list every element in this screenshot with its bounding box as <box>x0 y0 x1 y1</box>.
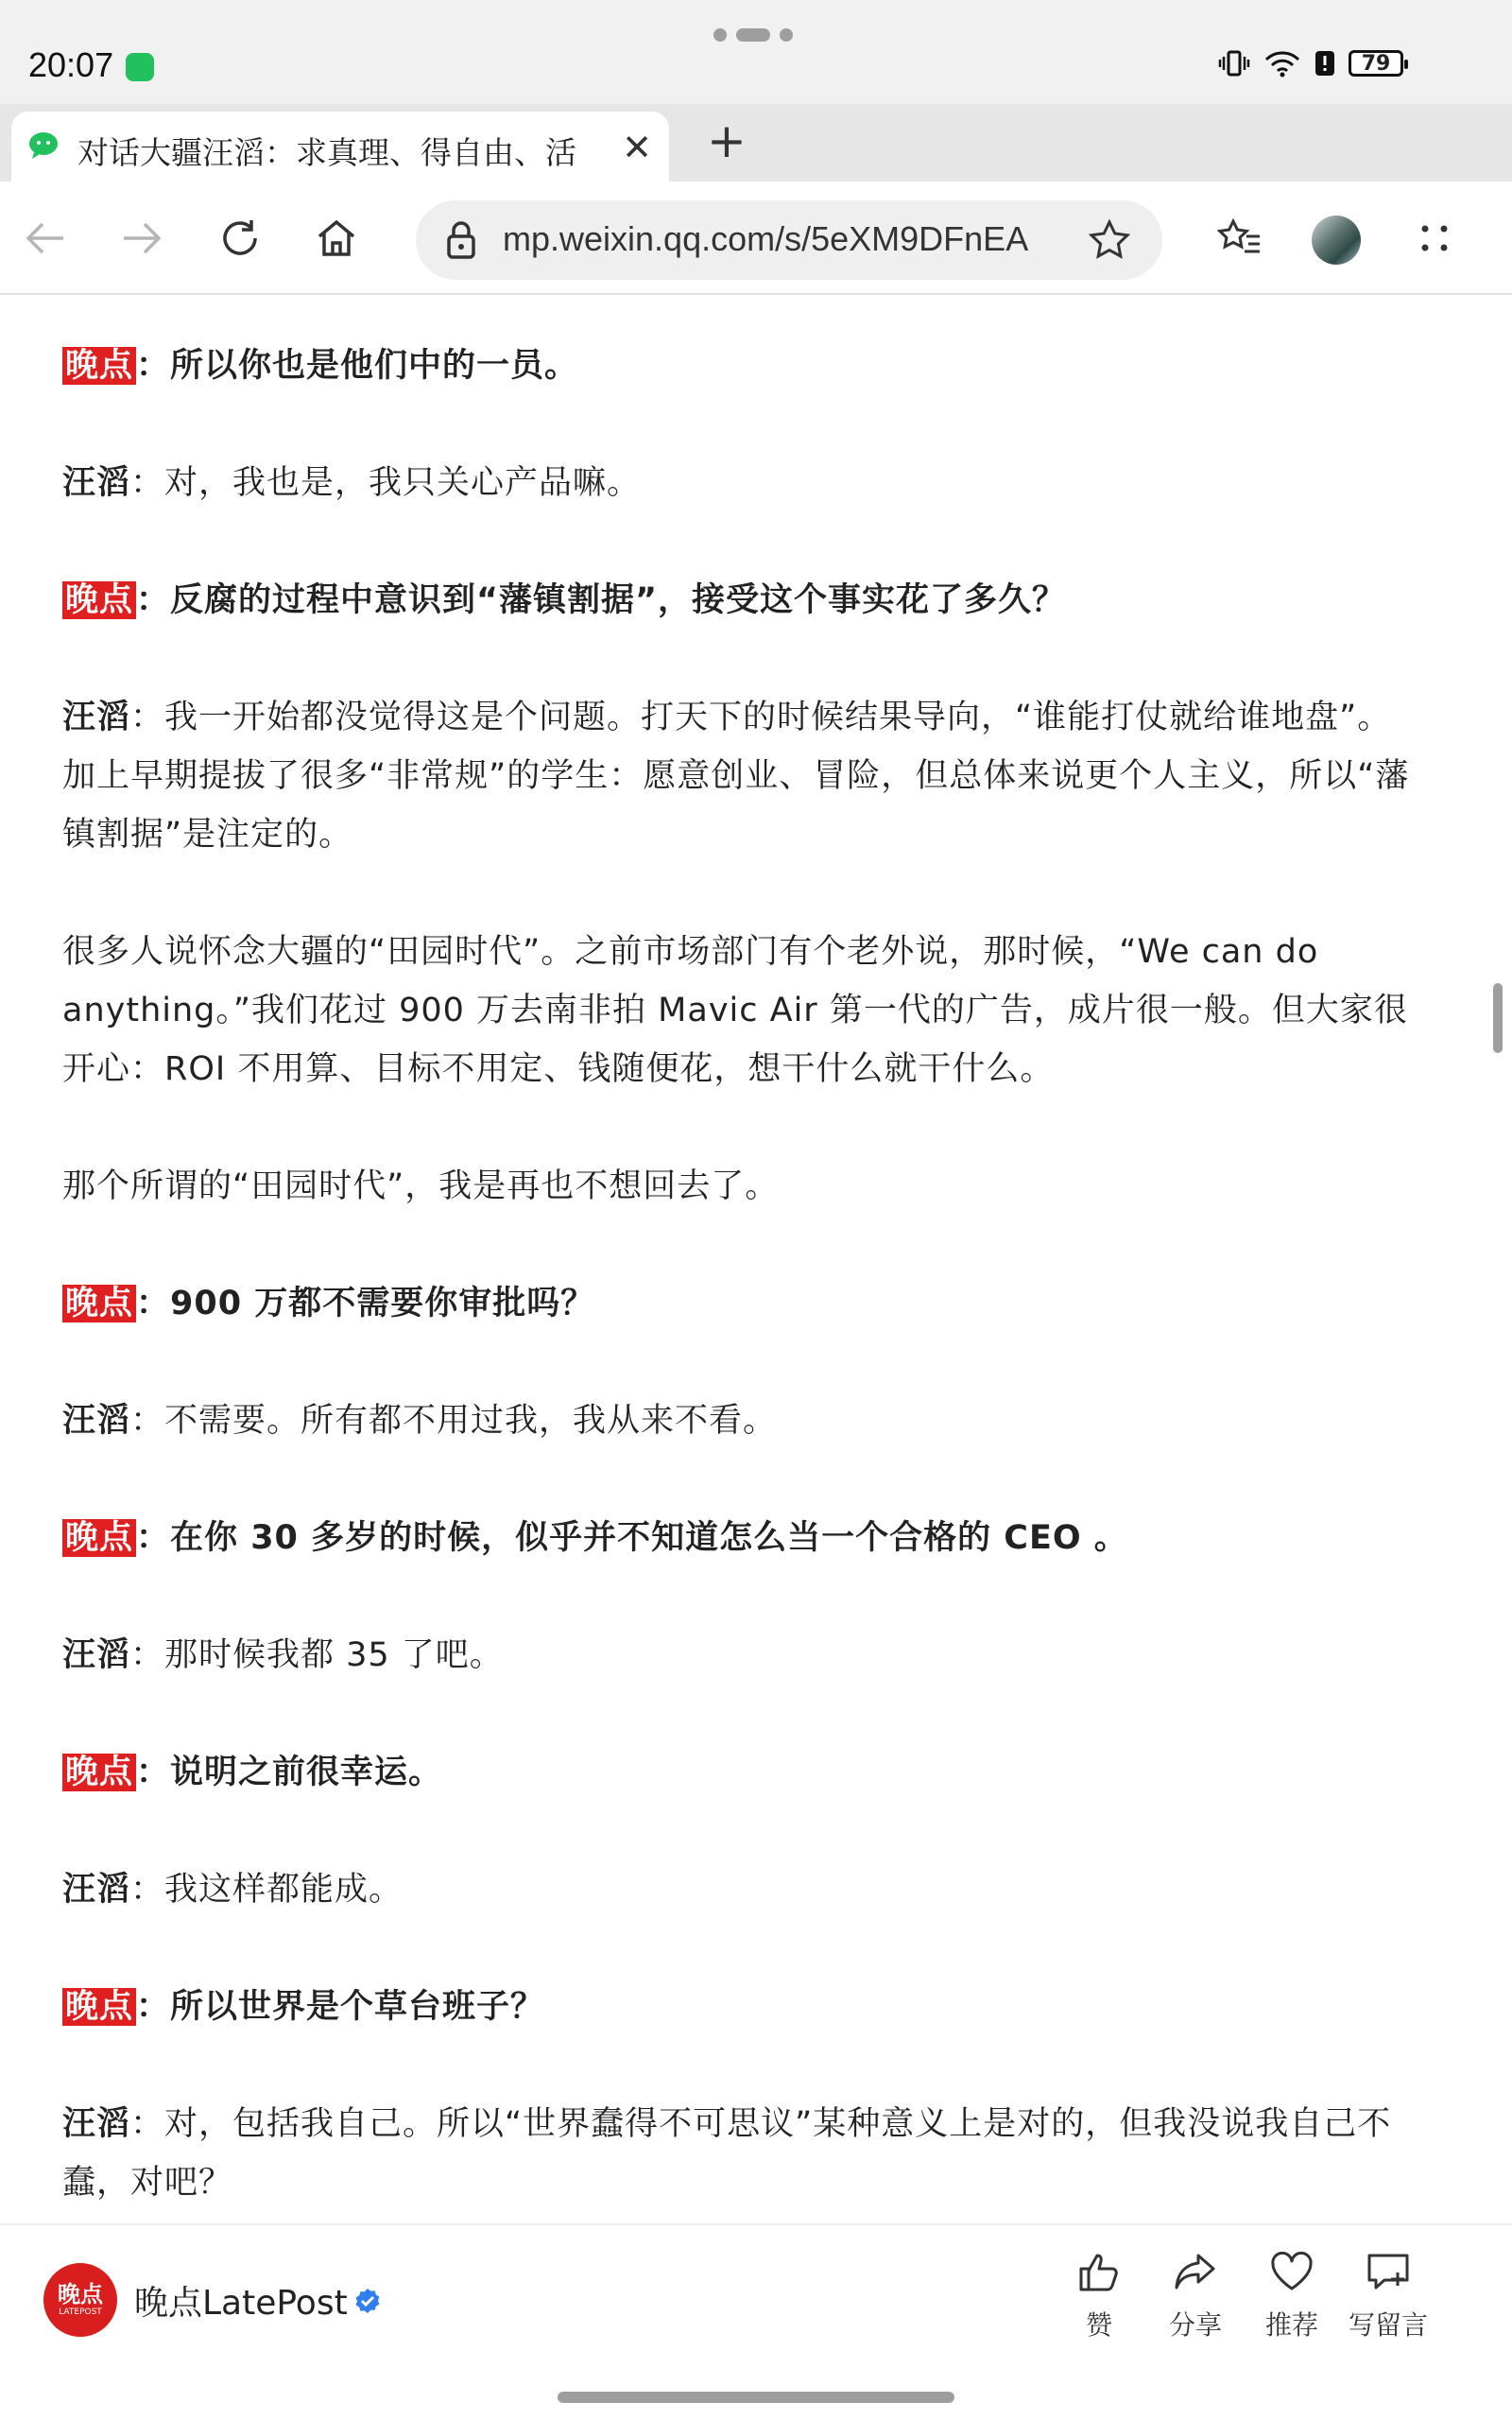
interviewer-tag: 晚点 <box>62 581 136 619</box>
lock-icon[interactable] <box>444 219 478 261</box>
bookmark-star-icon[interactable] <box>1087 217 1132 263</box>
comment-label: 写留言 <box>1348 2309 1428 2341</box>
back-button[interactable] <box>19 212 72 265</box>
article-bottom-bar <box>0 2223 1512 2420</box>
answer-text: ：我这样都能成。 <box>130 1871 404 1909</box>
answer-text: ：那时候我都 35 了吧。 <box>130 1636 504 1674</box>
speaker-name: 汪滔 <box>62 2105 131 2143</box>
like-button[interactable] <box>1047 2248 1151 2342</box>
recommend-label: 推荐 <box>1264 2309 1318 2341</box>
alert-icon <box>1314 50 1335 77</box>
account-logo[interactable] <box>43 2263 117 2337</box>
answer-paragraph <box>62 1626 1414 1685</box>
answer-text: ：我一开始都没觉得这是个问题。打天下的时候结果导向，“谁能打仗就给谁地盘”。加上早期提拔了很多“非常规”的学生：愿意创业、冒险，但总体来说更个人主义，所以“藩镇割据”是注定的。 <box>62 699 1410 854</box>
home-indicator[interactable] <box>558 2392 954 2403</box>
answer-paragraph <box>62 454 1414 512</box>
menu-button[interactable] <box>1408 212 1461 265</box>
account-name-link[interactable] <box>134 2276 382 2325</box>
wechat-notification-icon <box>126 53 154 81</box>
interviewer-tag: 晚点 <box>62 347 136 385</box>
arrow-right-icon <box>120 219 163 257</box>
interviewer-tag: 晚点 <box>62 1988 136 2026</box>
question-text: ：说明之前很幸运。 <box>136 1754 443 1791</box>
clock: 20:07 <box>28 45 114 84</box>
new-tab-button[interactable]: + <box>707 113 747 168</box>
vibrate-icon <box>1218 49 1250 78</box>
question-paragraph <box>62 337 1414 395</box>
answer-text: ：对，包括我自己。所以“世界蠢得不可思议”某种意义上是对的，但我没说我自己不蠢，对吧？ <box>62 2105 1392 2202</box>
question-text: ：所以你也是他们中的一员。 <box>136 347 579 385</box>
logo-subtext: LATEPOST <box>59 2308 102 2317</box>
comment-button[interactable] <box>1336 2248 1440 2342</box>
battery-indicator: 79 <box>1349 50 1403 77</box>
answer-paragraph <box>62 2095 1414 2212</box>
like-label: 赞 <box>1085 2309 1112 2341</box>
window-handle[interactable] <box>713 28 793 42</box>
tab-bar <box>0 104 1512 182</box>
tab-title: 对话大疆汪滔：求真理、得自由、活 <box>77 134 576 171</box>
logo-text: 晚点 <box>58 2281 103 2308</box>
browser-tab[interactable] <box>11 112 669 182</box>
status-bar <box>0 0 1512 104</box>
wifi-icon <box>1263 49 1301 78</box>
body-paragraph: 很多人说怀念大疆的“田园时代”。之前市场部门有个老外说，那时候，“We can do anything。”我们花过 900 万去南非拍 Mavic Air 第一代的广告，成片很一般。但大家很开心：ROI 不用算、目标不用定、钱随便花，想干什么就干什么。 <box>62 933 1408 1088</box>
interviewer-tag: 晚点 <box>62 1285 136 1322</box>
share-arrow-icon <box>1172 2248 1219 2295</box>
speaker-name: 汪滔 <box>62 464 131 502</box>
question-paragraph <box>62 1274 1414 1333</box>
status-icons <box>1218 49 1403 78</box>
profile-avatar[interactable] <box>1312 216 1361 265</box>
article-content <box>62 295 1414 2212</box>
thumbs-up-icon <box>1075 2248 1123 2295</box>
home-icon <box>314 216 359 261</box>
share-label: 分享 <box>1168 2309 1222 2341</box>
arrow-left-icon <box>24 219 67 257</box>
more-dots-icon <box>1416 219 1453 257</box>
heart-icon <box>1268 2248 1315 2295</box>
question-text: ：所以世界是个草台班子？ <box>136 1988 545 2026</box>
answer-text: ：不需要。所有都不用过我，我从来不看。 <box>130 1402 778 1440</box>
question-paragraph <box>62 571 1414 630</box>
question-text: ：在你 30 多岁的时候，似乎并不知道怎么当一个合格的 CEO 。 <box>136 1519 1128 1557</box>
close-tab-button[interactable]: ✕ <box>622 127 652 168</box>
home-button[interactable] <box>310 212 363 265</box>
question-paragraph <box>62 1978 1414 2036</box>
browser-toolbar <box>0 182 1512 295</box>
scrollbar-thumb[interactable] <box>1493 983 1503 1053</box>
answer-paragraph <box>62 1392 1414 1450</box>
reload-button[interactable] <box>214 212 266 265</box>
favorites-list-icon <box>1216 216 1263 261</box>
url-text[interactable]: mp.weixin.qq.com/s/5eXM9DFnEA <box>503 219 1029 258</box>
answer-paragraph <box>62 688 1414 864</box>
speaker-name: 汪滔 <box>62 1402 131 1440</box>
answer-text: ：对，我也是，我只关心产品嘛。 <box>130 464 642 502</box>
question-paragraph <box>62 1509 1414 1567</box>
address-bar[interactable] <box>416 200 1162 280</box>
verified-badge-icon <box>353 2287 382 2315</box>
comment-icon <box>1364 2248 1413 2295</box>
speaker-name: 汪滔 <box>62 1636 131 1674</box>
reload-icon <box>217 216 263 261</box>
body-paragraph: 那个所谓的“田园时代”，我是再也不想回去了。 <box>62 1167 780 1205</box>
question-text: ：900 万都不需要你审批吗？ <box>136 1285 595 1322</box>
question-text: ：反腐的过程中意识到“藩镇割据”，接受这个事实花了多久？ <box>136 581 1067 619</box>
answer-paragraph <box>62 1860 1414 1919</box>
account-name: 晚点LatePost <box>134 2284 348 2323</box>
speaker-name: 汪滔 <box>62 1871 131 1909</box>
forward-button[interactable] <box>115 212 168 265</box>
wechat-icon <box>28 130 64 163</box>
speaker-name: 汪滔 <box>62 699 131 736</box>
interviewer-tag: 晚点 <box>62 1519 136 1557</box>
recommend-button[interactable] <box>1240 2248 1344 2342</box>
question-paragraph <box>62 1743 1414 1802</box>
share-button[interactable] <box>1143 2248 1247 2342</box>
favorites-button[interactable] <box>1213 212 1266 265</box>
interviewer-tag: 晚点 <box>62 1754 136 1791</box>
